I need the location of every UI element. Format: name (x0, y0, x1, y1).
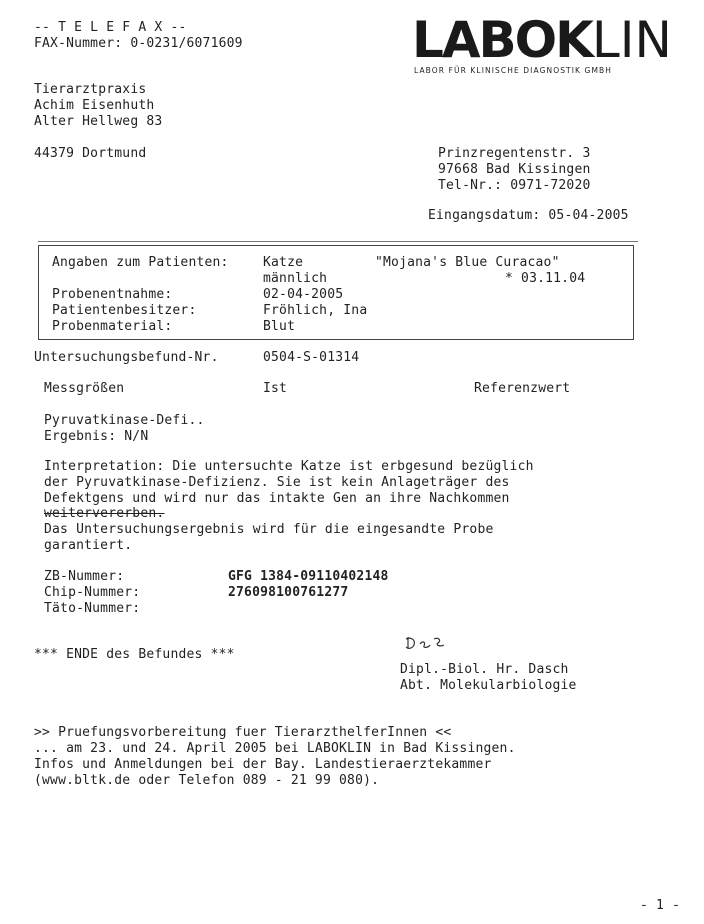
owner-name: Fröhlich, Ina (263, 303, 368, 318)
sample-material: Blut (263, 319, 296, 334)
notice-line-2: ... am 23. und 24. April 2005 bei LABOKLIN in Bad Kissingen. (34, 741, 516, 756)
recipient-line-1: Tierarztpraxis (34, 82, 147, 97)
end-of-report: *** ENDE des Befundes *** (34, 647, 235, 662)
column-actual: Ist (263, 381, 288, 396)
page-number: - 1 - (640, 898, 681, 913)
label-material: Probenmaterial: (52, 319, 173, 334)
sender-city: 97668 Bad Kissingen (438, 162, 591, 177)
chip-number-label: Chip-Nummer: (44, 585, 141, 600)
test-result: Ergebnis: N/N (44, 429, 149, 444)
telefax-heading: -- T E L E F A X -- (34, 20, 187, 35)
column-measure: Messgrößen (44, 381, 125, 396)
received-date: Eingangsdatum: 05-04-2005 (428, 208, 629, 223)
patient-name: "Mojana's Blue Curacao" (375, 255, 560, 270)
laboklin-logo (412, 12, 682, 74)
patient-birth: * 03.11.04 (505, 271, 586, 286)
report-number: 0504-S-01314 (263, 350, 360, 365)
divider-line (38, 241, 638, 242)
logo-wordmark: LABOKLIN (412, 11, 672, 69)
notice-line-1: >> Pruefungsvorbereitung fuer TierarzthelferInnen << (34, 725, 452, 740)
notice-line-4: (www.bltk.de oder Telefon 089 - 21 99 080). (34, 773, 380, 788)
interpretation-line-2: der Pyruvatkinase-Defizienz. Sie ist kein Anlageträger des (44, 475, 510, 490)
interpretation-line-3: Defektgens und wird nur das intakte Gen an ihre Nachkommen (44, 491, 510, 506)
chip-number-value: 276098100761277 (228, 585, 349, 600)
sender-phone: Tel-Nr.: 0971-72020 (438, 178, 591, 193)
zb-number-value: GFG 1384-09110402148 (228, 569, 389, 584)
notice-line-3: Infos und Anmeldungen bei der Bay. Landestieraerztekammer (34, 757, 492, 772)
recipient-line-3: Alter Hellweg 83 (34, 114, 163, 129)
column-reference: Referenzwert (474, 381, 571, 396)
signer-department: Abt. Molekularbiologie (400, 678, 577, 693)
sampling-date: 02-04-2005 (263, 287, 344, 302)
label-sampling: Probenentnahme: (52, 287, 173, 302)
interpretation-line-4: weitervererben. (44, 506, 165, 521)
recipient-line-2: Achim Eisenhuth (34, 98, 155, 113)
handwritten-signature (402, 631, 456, 655)
guarantee-line-1: Das Untersuchungsergebnis wird für die eingesandte Probe (44, 522, 494, 537)
label-owner: Patientenbesitzer: (52, 303, 197, 318)
taeto-number-label: Täto-Nummer: (44, 601, 141, 616)
logo-subtitle: LABOR FÜR KLINISCHE DIAGNOSTIK GMBH (414, 66, 613, 75)
fax-number: FAX-Nummer: 0-0231/6071609 (34, 36, 243, 51)
recipient-city: 44379 Dortmund (34, 146, 147, 161)
label-patient: Angaben zum Patienten: (52, 255, 229, 270)
patient-species: Katze (263, 255, 304, 270)
signer-name: Dipl.-Biol. Hr. Dasch (400, 662, 569, 677)
zb-number-label: ZB-Nummer: (44, 569, 125, 584)
patient-sex: männlich (263, 271, 328, 286)
interpretation-line-1: Interpretation: Die untersuchte Katze ist erbgesund bezüglich (44, 459, 534, 474)
guarantee-line-2: garantiert. (44, 538, 133, 553)
test-name: Pyruvatkinase-Defi.. (44, 413, 205, 428)
sender-street: Prinzregentenstr. 3 (438, 146, 591, 161)
report-number-label: Untersuchungsbefund-Nr. (34, 350, 219, 365)
